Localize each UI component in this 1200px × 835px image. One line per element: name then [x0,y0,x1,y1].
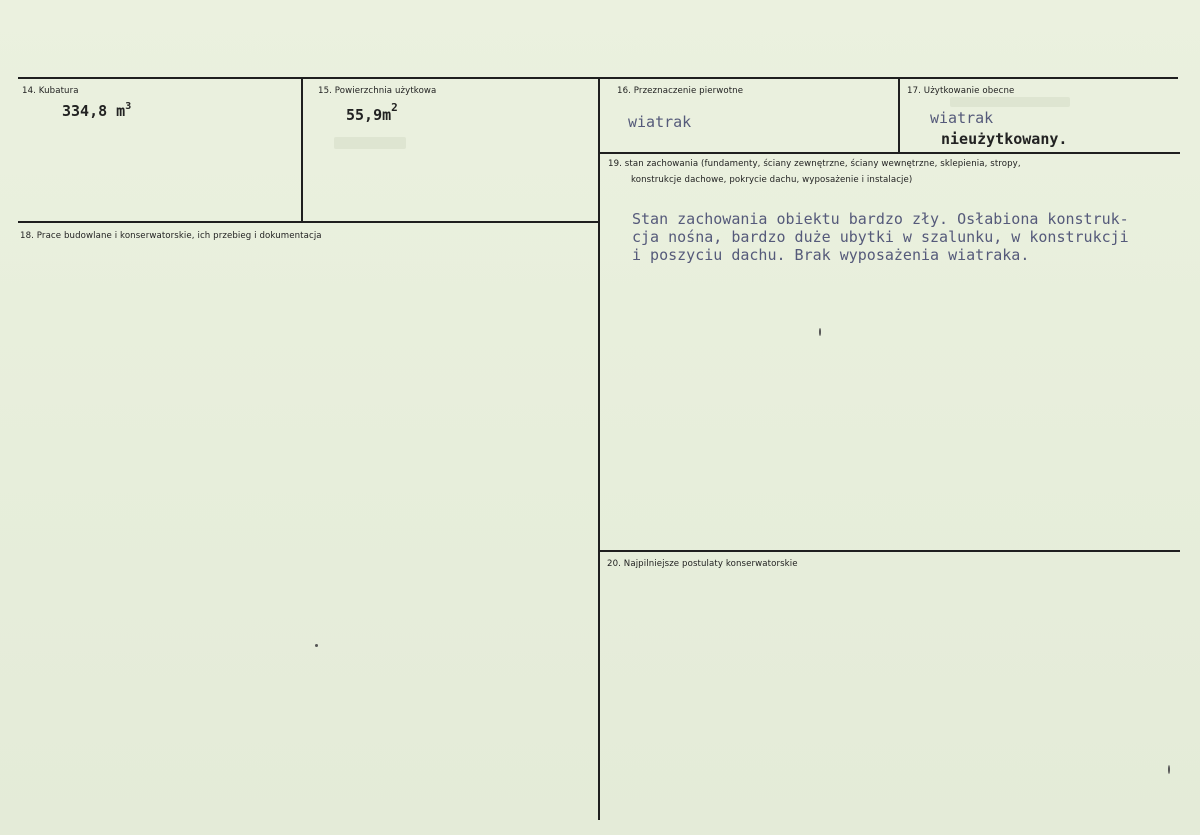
center-divider [598,78,600,820]
field-16-value: wiatrak [628,113,692,131]
field-16-label: 16. Przeznaczenie pierwotne [617,86,744,96]
paper-speck [315,644,318,647]
field-17-value-line1: wiatrak [930,109,994,127]
divider-14-15 [301,78,303,222]
field-19-text-line: Stan zachowania obiektu bardzo zły. Osłabiona konstruk- [632,210,1129,228]
field-19-label-line2: konstrukcje dachowe, pokrycie dachu, wyposażenie i instalacje) [631,175,913,185]
paper-speck [819,328,821,336]
field-15-value [346,101,398,124]
field-19-condition-text [632,210,1129,264]
field-18-label: 18. Prace budowlane i konserwatorskie, ich przebieg i dokumentacja [20,231,322,241]
field-14-number: 334,8 m [62,102,126,120]
rule-below-14-15 [18,221,598,223]
paper-speck [1168,765,1170,774]
field-19-text-line: cja nośna, bardzo duże ubytki w szalunku, w konstrukcji [632,228,1129,246]
rule-below-16-17 [600,152,1180,154]
field-14-value [62,101,131,120]
field-15-number: 55,9m [346,106,392,124]
field-20-label: 20. Najpilniejsze postulaty konserwatorskie [607,559,798,569]
field-15-faded-correction [334,137,406,149]
rule-above-20 [600,550,1180,552]
field-14-unit-exponent: 3 [125,101,132,112]
field-15-unit-exponent: 2 [391,101,398,114]
field-15-label: 15. Powierzchnia użytkowa [318,86,437,96]
divider-16-17 [898,78,900,153]
field-19-text-line: i poszyciu dachu. Brak wyposażenia wiatraka. [632,246,1030,264]
field-17-label: 17. Użytkowanie obecne [907,86,1015,96]
field-19-label-line1: 19. stan zachowania (fundamenty, ściany zewnętrzne, ściany wewnętrzne, sklepienia, stropy, [608,159,1021,169]
field-17-value-line2: nieużytkowany. [941,130,1068,148]
field-14-label: 14. Kubatura [22,86,79,96]
field-17-faded-text [950,97,1070,107]
